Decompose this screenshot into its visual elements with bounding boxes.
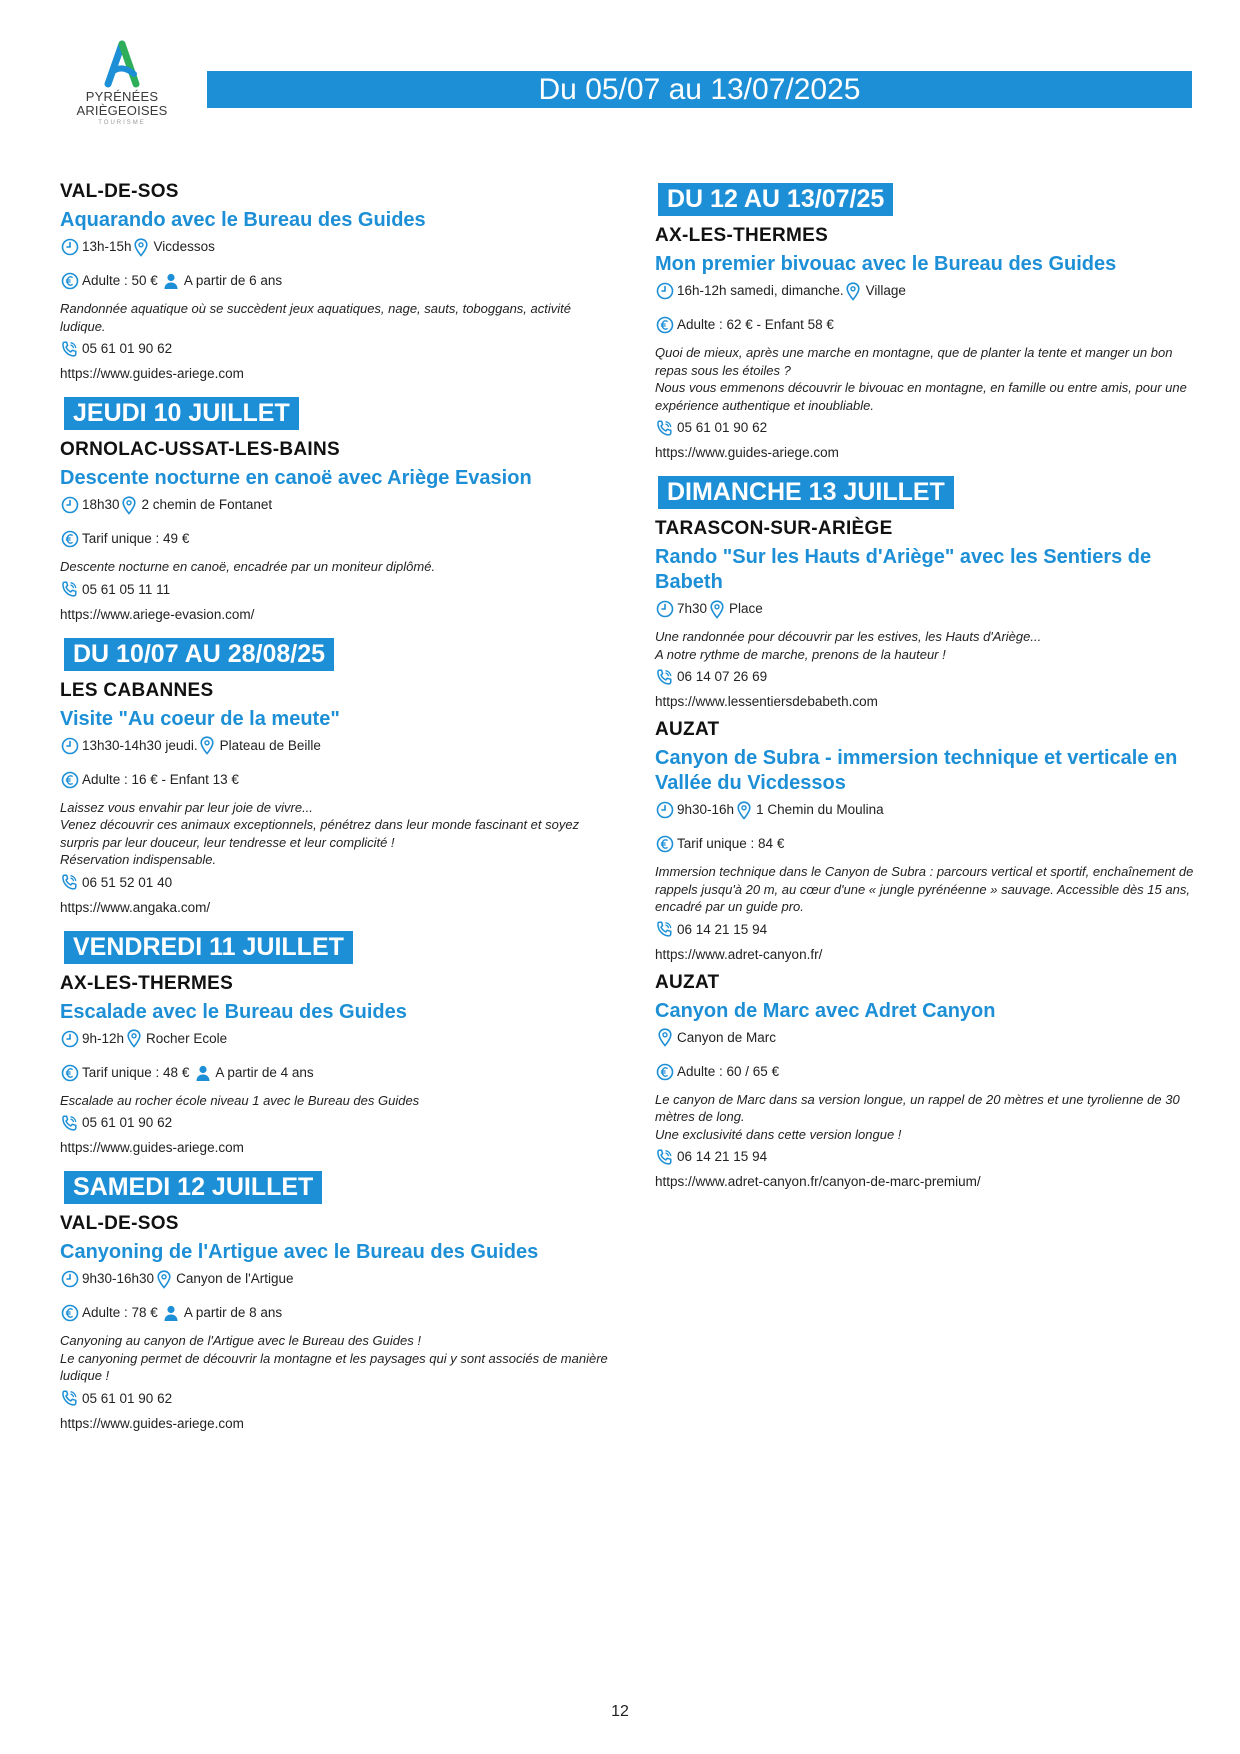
phone-icon — [655, 920, 674, 939]
event-phone-row — [60, 873, 615, 893]
event-website-link[interactable]: https://www.ariege-evasion.com/ — [60, 606, 255, 622]
event-description — [60, 799, 615, 869]
description-line: Laissez vous envahir par leur joie de vivre... — [60, 799, 313, 815]
event-phone[interactable]: 06 14 21 15 94 — [677, 1149, 768, 1164]
event-price-age — [60, 529, 615, 549]
event-phone-row — [655, 418, 1195, 438]
section-date-header: DU 12 AU 13/07/25 — [658, 183, 893, 216]
event-age: A partir de 6 ans — [183, 273, 283, 288]
event-phone[interactable]: 05 61 01 90 62 — [677, 420, 768, 435]
event-location: Canyon de l'Artigue — [176, 1271, 294, 1286]
location-pin-icon — [844, 282, 863, 301]
event-phone[interactable]: 05 61 01 90 62 — [82, 1115, 173, 1130]
euro-icon — [60, 530, 79, 549]
clock-icon — [655, 801, 674, 820]
event-entry — [655, 718, 1195, 965]
event-age: A partir de 8 ans — [183, 1305, 283, 1320]
location-pin-icon — [124, 1029, 143, 1048]
phone-icon — [655, 1148, 674, 1167]
person-icon — [162, 1304, 181, 1323]
euro-icon — [60, 1063, 79, 1082]
event-location: Village — [865, 283, 906, 298]
clock-icon — [60, 736, 79, 755]
event-price: Adulte : 60 / 65 € — [677, 1063, 780, 1079]
event-phone-row — [655, 920, 1195, 940]
event-phone-row — [60, 580, 615, 600]
event-entry — [60, 180, 615, 384]
event-time-location — [60, 1029, 615, 1049]
event-time-location — [655, 281, 1195, 301]
section-date-header: VENDREDI 11 JUILLET — [64, 931, 353, 964]
left-column — [60, 180, 615, 1440]
event-description — [655, 1091, 1195, 1144]
clock-icon — [60, 1029, 79, 1048]
event-phone[interactable]: 06 14 07 26 69 — [677, 669, 768, 684]
event-location: Vicdessos — [153, 239, 215, 254]
event-time: 13h-15h — [82, 239, 132, 254]
event-place: LES CABANNES — [60, 679, 214, 701]
event-time-location — [60, 736, 615, 756]
event-phone[interactable]: 05 61 01 90 62 — [82, 1390, 173, 1406]
description-line: Descente nocturne en canoë, encadrée par un moniteur diplômé. — [60, 559, 436, 574]
description-line: Le canyoning permet de découvrir la montagne et les paysages qui y sont associés de manière ludique ! — [60, 1350, 608, 1383]
location-pin-icon — [707, 600, 726, 619]
event-phone-row — [655, 1147, 1195, 1167]
event-price-age — [60, 770, 615, 790]
location-pin-icon — [132, 238, 151, 257]
event-entry — [655, 224, 1195, 463]
event-entry — [60, 972, 615, 1159]
event-time: 18h30 — [82, 497, 120, 512]
event-entry — [655, 517, 1195, 712]
event-description — [655, 628, 1195, 663]
event-entry — [60, 438, 615, 625]
event-price-age — [655, 1062, 1195, 1082]
event-phone-row — [60, 1389, 615, 1409]
person-icon — [162, 272, 181, 291]
event-time-location — [60, 495, 615, 515]
event-place: ORNOLAC-USSAT-LES-BAINS — [60, 439, 340, 460]
event-age: A partir de 4 ans — [215, 1064, 314, 1080]
event-price-age — [655, 834, 1195, 854]
event-title: Rando "Sur les Hauts d'Ariège" avec les Sentiers de Babeth — [655, 546, 1152, 593]
event-time-location — [655, 800, 1195, 820]
event-price-age — [60, 271, 615, 291]
event-time: 16h-12h samedi, dimanche. — [677, 283, 844, 298]
logo-line-3: TOURISME — [98, 120, 146, 126]
event-title: Escalade avec le Bureau des Guides — [60, 1000, 407, 1023]
event-title: Canyoning de l'Artigue avec le Bureau des Guides — [60, 1241, 539, 1263]
event-time-location — [60, 1269, 615, 1289]
phone-icon — [60, 580, 79, 599]
event-entry — [60, 1212, 615, 1434]
event-website-link[interactable]: https://www.adret-canyon.fr/canyon-de-marc-premium/ — [655, 1174, 981, 1189]
event-phone[interactable]: 06 51 52 01 40 — [82, 874, 173, 890]
logo-line-2: ARIÈGEOISES — [76, 103, 168, 118]
event-description — [655, 863, 1195, 916]
brand-logo — [74, 40, 170, 126]
euro-icon — [655, 835, 674, 854]
person-icon — [193, 1063, 212, 1082]
event-title: Visite "Au coeur de la meute" — [60, 707, 340, 730]
event-entry — [655, 971, 1195, 1193]
event-place: VAL-DE-SOS — [60, 181, 179, 202]
clock-icon — [655, 600, 674, 619]
phone-icon — [60, 1114, 79, 1133]
event-title: Descente nocturne en canoë avec Ariège Evasion — [60, 467, 532, 489]
location-pin-icon — [154, 1270, 173, 1289]
clock-icon — [60, 496, 79, 515]
event-description — [60, 1092, 615, 1110]
event-description — [60, 1332, 615, 1385]
section-date-header: JEUDI 10 JUILLET — [64, 397, 299, 430]
event-phone-row — [655, 667, 1195, 687]
event-place: AUZAT — [655, 971, 720, 993]
event-description — [655, 344, 1195, 414]
event-description — [60, 558, 615, 576]
description-line: Nous vous emmenons découvrir le bivouac en montagne, en famille ou entre amis, pour une expérience authentique et inoubliable. — [655, 380, 1187, 413]
event-location: Plateau de Beille — [219, 737, 321, 753]
event-place: AX-LES-THERMES — [60, 972, 234, 994]
event-place: AX-LES-THERMES — [655, 225, 829, 246]
event-website-link[interactable]: https://www.guides-ariege.com — [655, 445, 839, 460]
event-website-link[interactable]: https://www.adret-canyon.fr/ — [655, 946, 823, 962]
event-website-link[interactable]: https://www.angaka.com/ — [60, 899, 211, 915]
description-line: A notre rythme de marche, prenons de la hauteur ! — [655, 646, 946, 662]
event-price-age — [60, 1063, 615, 1083]
event-location: 1 Chemin du Moulina — [756, 802, 884, 817]
phone-icon — [60, 1389, 79, 1408]
location-pin-icon — [655, 1028, 674, 1047]
clock-icon — [655, 282, 674, 301]
event-phone[interactable]: 05 61 01 90 62 — [82, 341, 173, 356]
event-location: Canyon de Marc — [677, 1029, 777, 1045]
event-title: Canyon de Subra - immersion technique et verticale en Vallée du Vicdessos — [655, 747, 1178, 794]
event-time-location — [655, 599, 1195, 619]
description-line: Réservation indispensable. — [60, 852, 217, 867]
event-phone[interactable]: 06 14 21 15 94 — [677, 921, 768, 937]
location-pin-icon — [198, 736, 217, 755]
clock-icon — [60, 238, 79, 257]
event-time: 9h30-16h — [677, 802, 735, 817]
event-price: Adulte : 62 € - Enfant 58 € — [677, 317, 834, 332]
event-title: Canyon de Marc avec Adret Canyon — [655, 999, 996, 1022]
event-price: Adulte : 16 € - Enfant 13 € — [82, 771, 239, 787]
description-line: Randonnée aquatique où se succèdent jeux aquatiques, nage, sauts, toboggans, activité ludique. — [60, 301, 571, 334]
event-price: Adulte : 78 € — [82, 1305, 158, 1320]
location-pin-icon — [120, 496, 139, 515]
description-line: Immersion technique dans le Canyon de Subra : parcours vertical et sportif, enchaînement de rappels jusqu'à 20 m, au cœur d'une « jungle pyrénéenne » sauvage. Accessible dès 15 ans, encadré par un guide pro. — [655, 864, 1194, 914]
description-line: Canyoning au canyon de l'Artigue avec le Bureau des Guides ! — [60, 1333, 421, 1348]
euro-icon — [655, 1062, 674, 1081]
right-column — [655, 176, 1195, 1198]
event-website-link[interactable]: https://www.guides-ariege.com — [60, 1415, 244, 1431]
section-date-header: SAMEDI 12 JUILLET — [64, 1171, 322, 1204]
event-place: TARASCON-SUR-ARIÈGE — [655, 518, 893, 539]
description-line: Le canyon de Marc dans sa version longue, un rappel de 20 mètres et une tyrolienne de 30 mètres de long. — [655, 1091, 1180, 1124]
description-line: Quoi de mieux, après une marche en montagne, que de planter la tente et manger un bon repas sous les étoiles ? — [655, 345, 1173, 378]
event-price: Tarif unique : 84 € — [677, 836, 785, 851]
event-website-link[interactable]: https://www.guides-ariege.com — [60, 366, 244, 381]
event-time-location — [60, 237, 615, 257]
pyrenees-logo-icon — [100, 40, 144, 90]
euro-icon — [60, 1304, 79, 1323]
event-entry — [60, 679, 615, 918]
description-line: Une randonnée pour découvrir par les estives, les Hauts d'Ariège... — [655, 629, 1042, 644]
event-phone[interactable]: 05 61 05 11 11 — [82, 581, 171, 597]
euro-icon — [60, 770, 79, 789]
event-location: Rocher Ecole — [146, 1030, 228, 1046]
event-time: 9h-12h — [82, 1030, 125, 1046]
description-line: Une exclusivité dans cette version longue ! — [655, 1126, 902, 1142]
event-phone-row — [60, 339, 615, 359]
event-location: 2 chemin de Fontanet — [141, 497, 273, 512]
event-website-link[interactable]: https://www.guides-ariege.com — [60, 1140, 244, 1155]
event-price-age — [655, 315, 1195, 335]
event-description — [60, 300, 615, 335]
event-title: Aquarando avec le Bureau des Guides — [60, 209, 426, 231]
event-price-age — [60, 1303, 615, 1323]
phone-icon — [60, 340, 79, 359]
event-place: AUZAT — [655, 719, 720, 740]
event-phone-row — [60, 1113, 615, 1133]
clock-icon — [60, 1270, 79, 1289]
event-time: 7h30 — [677, 601, 708, 616]
event-location: Place — [729, 601, 763, 616]
event-time: 9h30-16h30 — [82, 1271, 155, 1286]
description-line: Escalade au rocher école niveau 1 avec le Bureau des Guides — [60, 1092, 420, 1108]
logo-line-1: PYRÉNÉES — [85, 89, 159, 104]
event-time-location — [655, 1028, 1195, 1048]
date-range-banner: Du 05/07 au 13/07/2025 — [207, 71, 1192, 108]
phone-icon — [60, 873, 79, 892]
phone-icon — [655, 419, 674, 438]
description-line: Venez découvrir ces animaux exceptionnels, pénétrez dans leur monde fascinant et soyez surpris par leur douceur, leur tendresse et leur complicité ! — [60, 817, 580, 850]
euro-icon — [60, 272, 79, 291]
event-title: Mon premier bivouac avec le Bureau des Guides — [655, 253, 1117, 275]
event-price: Tarif unique : 49 € — [82, 531, 190, 546]
event-website-link[interactable]: https://www.lessentiersdebabeth.com — [655, 694, 878, 709]
euro-icon — [655, 316, 674, 335]
event-place: VAL-DE-SOS — [60, 1213, 179, 1234]
section-date-header: DU 10/07 AU 28/08/25 — [64, 638, 334, 671]
event-time: 13h30-14h30 jeudi. — [82, 737, 198, 753]
page-number: 12 — [611, 1703, 629, 1720]
phone-icon — [655, 668, 674, 687]
event-price: Adulte : 50 € — [82, 273, 158, 288]
section-date-header: DIMANCHE 13 JUILLET — [658, 476, 954, 509]
event-price: Tarif unique : 48 € — [82, 1064, 190, 1080]
location-pin-icon — [734, 801, 753, 820]
